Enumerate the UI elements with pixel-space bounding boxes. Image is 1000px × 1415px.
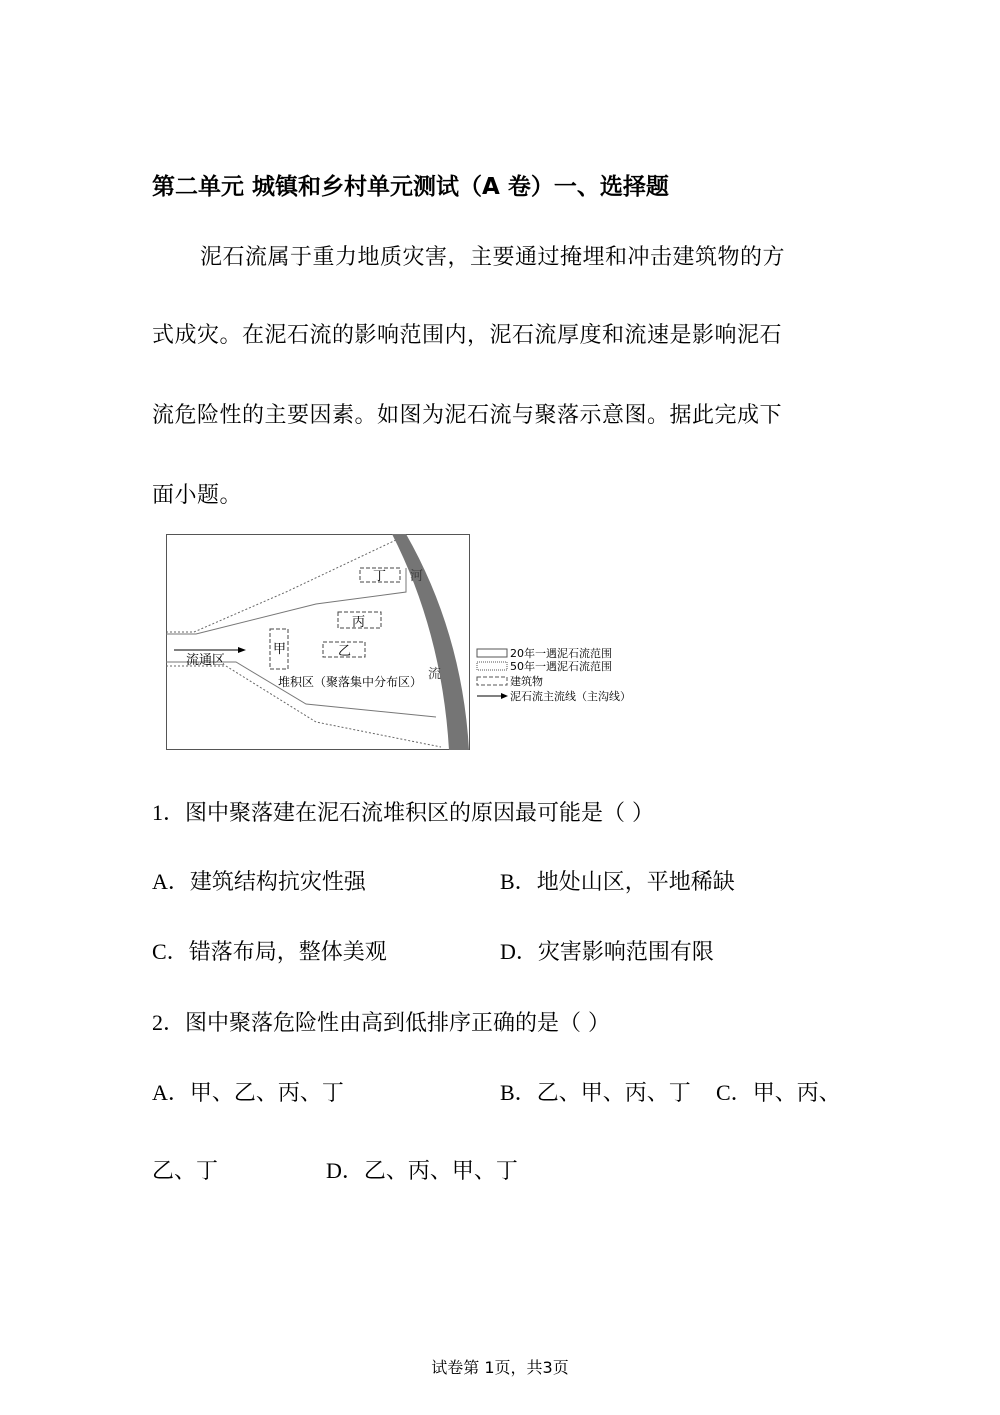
q1-option-d-text: 灾害影响范围有限	[537, 940, 714, 965]
q2-option-a-letter: A．	[152, 1080, 190, 1105]
intro-line-1: 泥石流属于重力地质灾害，主要通过掩埋和冲击建筑物的方	[200, 245, 786, 270]
q2-option-b-letter: B．	[500, 1080, 537, 1105]
question-2-number: 2．	[152, 1010, 186, 1035]
q1-option-c-letter: C．	[152, 939, 189, 964]
q2-option-b[interactable]	[500, 1076, 691, 1107]
flow-zone-label: 流通区	[186, 653, 226, 668]
q1-option-d[interactable]	[500, 935, 714, 966]
building-label-jia: 甲	[273, 642, 287, 657]
legend-building-swatch	[477, 677, 507, 685]
intro-line-3: 流危险性的主要因素。如图为泥石流与聚落示意图。据此完成下	[152, 403, 783, 428]
figure-frame	[167, 535, 470, 750]
legend-50-swatch	[477, 662, 507, 670]
legend-building-label: 建筑物	[510, 675, 543, 688]
q1-option-a[interactable]	[152, 865, 366, 896]
q1-option-a-letter: A．	[152, 869, 190, 894]
question-2-stem: 图中聚落危险性由高到低排序正确的是（ ）	[185, 1011, 611, 1036]
page-footer: 试卷第 1页，共3页	[431, 1358, 569, 1377]
q2-option-c-letter: C．	[716, 1080, 753, 1105]
building-label-yi: 乙	[338, 644, 352, 659]
question-1	[152, 796, 654, 827]
page-title: 第二单元 城镇和乡村单元测试（A 卷）一、选择题	[152, 174, 669, 200]
legend-20-swatch	[477, 649, 507, 657]
river-char-2: 流	[428, 667, 442, 682]
q2-option-c-continued-text: 乙、丁	[152, 1159, 219, 1184]
q1-option-c-text: 错落布局，整体美观	[188, 940, 387, 965]
legend-flow-arrowhead	[501, 693, 508, 699]
q2-option-c-continued[interactable]	[152, 1154, 218, 1185]
building-label-bing: 丙	[352, 615, 366, 630]
q2-option-c[interactable]	[716, 1076, 841, 1107]
building-label-ding: 丁	[373, 569, 387, 584]
deposit-zone-label: 堆积区（聚落集中分布区）	[278, 675, 423, 689]
debris-flow-figure	[166, 534, 678, 750]
legend-20-label: 20年一遇泥石流范围	[510, 647, 612, 660]
intro-line-4: 面小题。	[152, 483, 243, 508]
question-1-stem: 图中聚落建在泥石流堆积区的原因最可能是（ ）	[185, 801, 655, 826]
q2-option-c-text: 甲、丙、	[752, 1081, 841, 1106]
q2-option-d-text: 乙、丙、甲、丁	[363, 1159, 518, 1184]
q2-option-a-text: 甲、乙、丙、丁	[189, 1081, 344, 1106]
legend-50-label: 50年一遇泥石流范围	[510, 660, 612, 673]
q2-option-b-text: 乙、甲、丙、丁	[536, 1081, 691, 1106]
intro-line-2: 式成灾。在泥石流的影响范围内，泥石流厚度和流速是影响泥石	[152, 323, 783, 348]
q1-option-c[interactable]	[152, 935, 387, 966]
question-2	[152, 1006, 610, 1037]
q1-option-b-letter: B．	[500, 869, 537, 894]
q1-option-d-letter: D．	[500, 939, 538, 964]
river-char-1: 河	[410, 569, 424, 584]
q2-option-d-letter: D．	[326, 1158, 364, 1183]
legend-flow-label: 泥石流主流线（主沟线）	[510, 690, 631, 703]
q2-option-a[interactable]	[152, 1076, 344, 1107]
q1-option-b[interactable]	[500, 865, 735, 896]
q2-option-d[interactable]	[326, 1154, 518, 1185]
q1-option-a-text: 建筑结构抗灾性强	[189, 870, 366, 895]
question-1-number: 1．	[152, 800, 186, 825]
q1-option-b-text: 地处山区，平地稀缺	[536, 870, 735, 895]
